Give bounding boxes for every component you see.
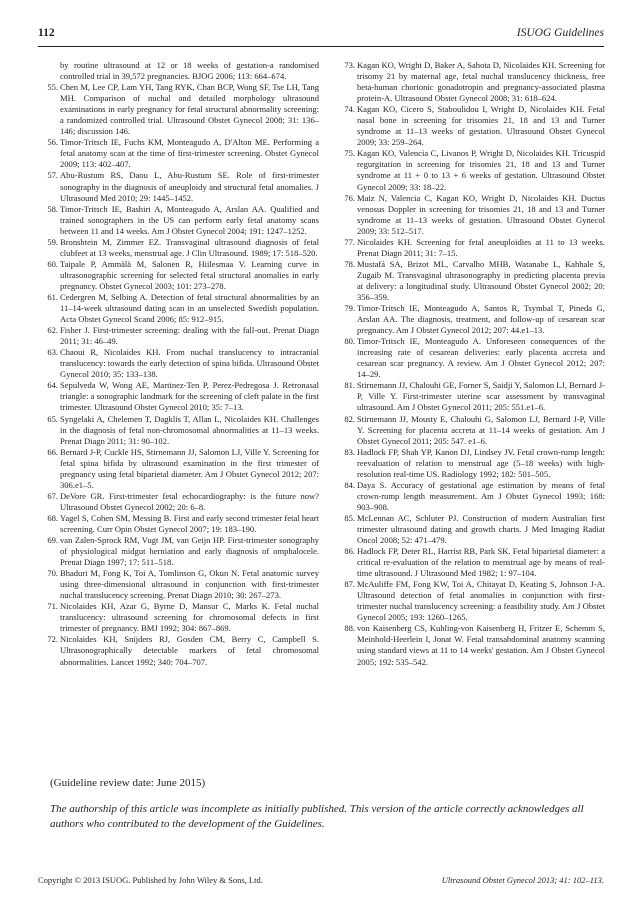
reference-text: Nicolaides KH, Snijders RJ, Gosden CM, Berry C, Campbell S. Ultrasonographically detectable markers of fetal chromosomal abnormalities. Lancet 1992; 340: 704–707. [60,634,319,667]
reference-text: Nicolaides KH, Azar G, Byrne D, Mansur C, Marks K. Fetal nuchal translucency: ultrasound screening for chromosomal defects in first trimester of pregnancy. BMJ 1992; 304: 867–869. [60,601,319,634]
reference-number: 63. [47,347,58,358]
footer-citation [442,875,604,885]
reference-text: Fisher J. First-trimester screening: dealing with the fall-out. Prenat Diagn 2011; 31: 46–49. [60,325,319,347]
reference-number: 57. [47,170,58,181]
reference-number: 77. [344,236,355,247]
reference-text: Bhaduri M, Fong K, Toi A, Tomlinson G, Okun N. Fetal anatomic survey using three-dimensional ultrasound in conjunction with first-trimester nuchal translucency screening. Prenat Diagn 2010; 30: 267–273. [60,568,319,601]
reference-text: Timor-Tritsch IE, Bashiri A, Monteagudo A, Arslan AA. Qualified and trained sonographers in the US can perform early fetal anatomy scans between 11 and 14 weeks. Am J Obstet Gynecol 2004; 191: 1247–1252. [60,203,319,236]
reference-text: Timor-Tritsch IE, Fuchs KM, Monteagudo A, D'Alton ME. Performing a fetal anatomy scan at the time of first-trimester screening. Obstet Gynecol 2009; 113: 402–407. [60,137,319,170]
reference-number: 74. [344,104,355,115]
reference-item [38,414,319,447]
reference-number: 81. [344,380,355,391]
reference-item [335,380,605,413]
reference-item [38,60,319,82]
reference-text: van Zalen-Sprock RM, Vugt JM, van Geijn HP. First-trimester sonography of physiological midgut herniation and early diagnosis of omphalocele. Prenat Diagn 1997; 17: 511–518. [60,535,319,568]
reference-number: 69. [47,535,58,546]
reference-text: Bernard J-P, Cuckle HS, Stirnemann JJ, Salomon LJ, Ville Y. Screening for fetal spina bifida by ultrasound examination in the first trimester of pregnancy using fetal biparietal diameter. Am J Obstet Gynecol 2012; 207: 306.e1–5. [60,446,319,490]
reference-item [335,579,605,623]
reference-text: Bronshtein M, Zimmer EZ. Transvaginal ultrasound diagnosis of fetal clubfeet at 13 weeks, menstrual age. J Clin Ultrasound. 1989; 17: 518–520. [60,236,319,258]
reference-item [38,535,319,568]
reference-item [38,170,319,203]
reference-item [335,237,605,259]
reference-number: 71. [47,601,58,612]
reference-number: 86. [344,546,355,557]
reference-text: Taipale P, Ammälä M, Salonen R, Hiilesmaa V. Learning curve in ultrasonographic screening for selected fetal structural anomalies in early pregnancy. Obstet Gynecol 2003; 101: 273–278. [60,258,319,291]
reference-text: McAuliffe FM, Fong KW, Toi A, Chitayat D, Keating S, Johnson J-A. Ultrasound detection of fetal anomalies in conjunction with first-trimester nuchal translucency screening: a feasibility study. Am J Obstet Gynecol 2005; 193: 1260–1265. [357,579,605,623]
reference-item [38,204,319,237]
reference-text: Stirnemann JJ, Chalouhi GE, Forner S, Saidji Y, Salomon LJ, Bernard J-P, Ville Y. First-trimester uterine scar assessment by transvaginal ultrasound. Am J Obstet Gynecol 2011; 205: 551.e1–6. [357,380,605,413]
reference-item [38,82,319,137]
reference-text: Hadlock FP, Deter RL, Harrist RB, Park SK. Fetal biparietal diameter: a critical re-evaluation of the relation to menstrual age by means of real-time ultrasound. J Ultrasound Med 1982; 1: 97–104. [357,546,605,579]
reference-item [38,568,319,601]
reference-number: 85. [344,512,355,523]
reference-text: Hadlock FP, Shah YP, Kanon DJ, Lindsey JV. Fetal crown-rump length: reevaluation of relation to menstrual age (5–18 weeks) with high-resolution real-time US. Radiology 1992; 182: 501–505. [357,446,605,479]
reference-item [38,237,319,259]
reference-number: 78. [344,258,355,269]
reference-item [38,347,319,380]
reference-number: 60. [47,258,58,269]
reference-item [335,303,605,336]
reference-number: 88. [344,623,355,634]
reference-text: Yagel S, Cohen SM, Messing B. First and early second trimester fetal heart screening. Curr Opin Obstet Gynecol 2007; 19: 183–190. [60,512,319,534]
reference-item [335,60,605,104]
reference-number: 83. [344,446,355,457]
reference-number: 61. [47,291,58,302]
reference-number: 87. [344,579,355,590]
reference-text: Abu-Rustum RS, Daou L, Abu-Rustum SE. Role of first-trimester sonography in the diagnosis of aneuploidy and structural fetal anomalies. J Ultrasound Med 2010; 29: 1445–1452. [60,170,319,203]
reference-text: Kagan KO, Cicero S, Staboulidou I, Wright D, Nicolaides KH. Fetal nasal bone in screening for trisomies 21, 18 and 13 and Turner syndrome at 11–13 weeks of gestation. Ultrasound Obstet Gynecol 2009; 33: 259–264. [357,104,605,148]
reference-text: Timor-Tritsch IE, Monteagudo A. Unforeseen consequences of the increasing rate of cesarean deliveries: early placenta accreta and cesarean scar pregnancy. A review. Am J Obstet Gynecol 2012; 207: 14–29. [357,336,605,380]
reference-text: McLennan AC, Schluter PJ. Construction of modern Australian first trimester ultrasound dating and growth charts. J Med Imaging Radiat Oncol 2008; 52: 471–479. [357,512,605,546]
footer-copyright: Copyright © 2013 ISUOG. Published by John Wiley & Sons, Ltd. [38,875,263,885]
reference-number: 76. [344,192,355,203]
reference-number: 59. [47,236,58,247]
reference-text: Stirnemann JJ, Mousty E, Chalouhi G, Salomon LJ, Bernard J-P, Ville Y. Screening for placenta accreta at 11–14 weeks of gestation. Am J Obstet Gynecol 2011; 205: 547. e1–6. [357,413,605,446]
reference-text: Nicolaides KH. Screening for fetal aneuploidies at 11 to 13 weeks. Prenat Diagn 2011; 31: 7–15. [357,236,605,258]
reference-number: 67. [47,490,58,501]
reference-number: 64. [47,380,58,391]
authorship-note: The authorship of this article was incomplete as initially published. This version of the article correctly acknowledges all authors who contributed to the development of the Guidelines. [50,803,584,830]
reference-number: 65. [47,413,58,424]
reference-text: by routine ultrasound at 12 or 18 weeks of gestation-a randomised controlled trial in 39,572 pregnancies. BJOG 2006; 113: 664–674. [60,60,319,82]
header-rule [38,46,604,47]
page-number: 112 [38,27,55,39]
reference-number: 75. [344,148,355,159]
reference-item [38,634,319,667]
references-right-column [335,60,605,668]
reference-text: Kagan KO, Valencia C, Livanos P, Wright D, Nicolaides KH. Tricuspid regurgitation in screening for trisomies 21, 18 and 13 and Turner syndrome at 11 + 0 to 13 + 6 weeks of gestation. Ultrasound Obstet Gynecol 2009; 33: 18–22. [357,148,605,192]
reference-text: DeVore GR. First-trimester fetal echocardiography: is the future now? Ultrasound Obstet Gynecol 2002; 20: 6–8. [60,490,319,512]
reference-text: Cedergren M, Selbing A. Detection of fetal structural abnormalities by an 11–14-week ultrasound dating scan in an unselected Swedish population. Acta Obstet Gynecol Scand 2006; 85: 912–915. [60,291,319,325]
reference-item [335,193,605,237]
guideline-review-date: (Guideline review date: June 2015) [50,777,206,789]
reference-text: Maiz N, Valencia C, Kagan KO, Wright D, Nicolaides KH. Ductus venosus Doppler in screening for trisomies 21, 18 and 13 and Turner syndrome at 11–13 weeks of gestation. Ultrasound Obstet Gynecol 2009; 33: 512–517. [357,192,605,236]
reference-item [38,447,319,491]
reference-text: Chen M, Lee CP, Lam YH, Tang RYK, Chan BCP, Wong SF, Tse LH, Tang MH. Comparison of nuchal and detailed morphology ultrasound examinations in early pregnancy for fetal structural abnormality screening: a randomized controlled trial. Ultrasound Obstet Gynecol 2008; 31: 136–146; discussion 146. [60,82,319,137]
reference-text: Sepulveda W, Wong AE, Martinez-Ten P, Perez-Pedregosa J. Retronasal triangle: a sonographic landmark for the screening of cleft palate in the first trimester. Ultrasound Obstet Gynecol 2010; 35: 7–13. [60,380,319,413]
reference-text: von Kaisenberg CS, Kuhling-von Kaisenberg H, Fritzer E, Schemm S, Meinhold-Heerlein I, Jonat W. Fetal transabdominal anatomy scanning using standard views at 11 to 14 weeks' gestation. Am J Obstet Gynecol 2005; 192: 535–542. [357,623,605,667]
reference-text: Daya S. Accuracy of gestational age estimation by means of fetal crown-rump length measurement. Am J Obstet Gynecol 1993; 168: 903–908. [357,479,605,512]
reference-item [335,259,605,303]
reference-item [38,513,319,535]
reference-item [38,325,319,347]
reference-number: 73. [344,60,355,70]
reference-item [335,623,605,667]
footer-citation-text: Ultrasound Obstet Gynecol 2013; 41: 102–113. [441,875,604,885]
reference-item [335,414,605,447]
reference-number: 72. [47,634,58,645]
reference-item [335,480,605,513]
reference-number: 55. [47,82,58,93]
reference-text: Kagan KO, Wright D, Baker A, Sahota D, Nicolaides KH. Screening for trisomy 21 by maternal age, fetal nuchal translucency thickness, free beta-human chorionic gonadotropin and pregnancy-associated plasma protein-A. Ultrasound Obstet Gynecol 2008; 31: 618–624. [357,60,605,104]
reference-number: 68. [47,512,58,523]
running-header-journal: ISUOG Guidelines [516,27,604,39]
reference-text: Syngelaki A, Chelemen T, Dagklis T, Allan L, Nicolaides KH. Challenges in the diagnosis of fetal non-chromosomal abnormalities at 11–13 weeks. Prenat Diagn 2011; 31: 90–102. [60,413,319,446]
reference-item [335,447,605,480]
reference-number: 66. [47,446,58,457]
reference-number: 84. [344,479,355,490]
reference-item [335,104,605,148]
reference-number: 80. [344,336,355,347]
reference-number: 62. [47,325,58,336]
reference-number: 82. [344,413,355,424]
reference-item [335,148,605,192]
reference-item [335,546,605,579]
reference-item [38,292,319,325]
reference-item [38,259,319,292]
reference-item [335,336,605,380]
reference-number: 70. [47,568,58,579]
reference-item [38,601,319,634]
reference-item [38,491,319,513]
reference-item [38,380,319,413]
reference-text: Chaoui R, Nicolaides KH. From nuchal translucency to intracranial translucency: towards the early detection of spina bifida. Ultrasound Obstet Gynecol 2010; 35: 133–138. [60,347,319,380]
reference-number: 79. [344,303,355,314]
references-left-column [38,60,319,668]
reference-text: Timor-Tritsch IE, Monteagudo A, Santos R, Tsymbal T, Pineda G, Arslan AA. The diagnosis, treatment, and follow-up of cesarean scar pregnancy. Am J Obstet Gynecol 2012; 207: 44.e1–13. [357,303,605,336]
reference-text: Mustafá SA, Brizot ML, Carvalho MHB, Watanabe L, Kahhale S, Zugaib M. Transvaginal ultrasonography in predicting placenta previa at delivery: a longitudinal study. Ultrasound Obstet Gynecol 2002; 20: 356–359. [357,258,605,302]
reference-number: 58. [47,203,58,214]
reference-number: 56. [47,137,58,148]
reference-item [335,513,605,546]
reference-item [38,137,319,170]
